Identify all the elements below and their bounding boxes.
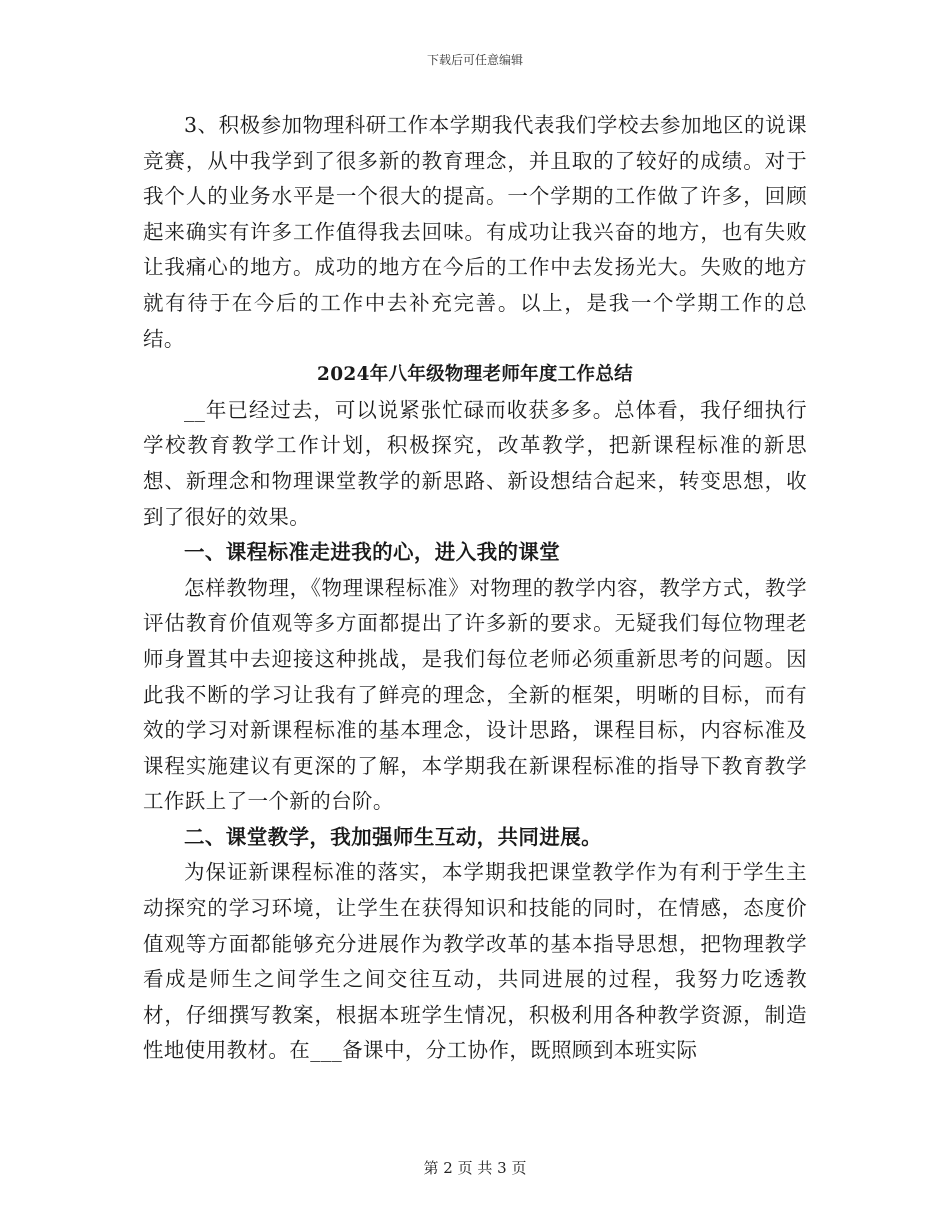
- section-heading-classroom: 二、课堂教学，我加强师生互动，共同进展。: [184, 824, 602, 849]
- paragraph-research-work: 3、积极参加物理科研工作本学期我代表我们学校去参加地区的说课竞赛，从中我学到了很多新的教育理念，并且取的了较好的成绩。对于我个人的业务水平是一个很大的提高。一个学期的工作做了许多，回顾起来确实有许多工作值得我去回味。有成功让我兴奋的地方，也有失败让我痛心的地方。成功的地方在今后的工作中去发扬光大。失败的地方就有待于在今后的工作中去补充完善。以上，是我一个学期工作的总结。: [143, 113, 807, 351]
- paragraph-classroom: 为保证新课程标准的落实，本学期我把课堂教学作为有利于学生主动探究的学习环境，让学生在获得知识和技能的同时，在情感，态度价值观等方面都能够充分进展作为教学改革的基本指导思想，把物理教学看成是师生之间学生之间交往互动，共同进展的过程，我努力吃透教材，仔细撰写教案，根据本班学生情况，积极利用各种教学资源，制造性地使用教材。在___备课中，分工协作，既照顾到本班实际: [143, 860, 807, 1063]
- document-title: 2024年八年级物理老师年度工作总结: [317, 364, 633, 386]
- page-number-footer: 第 2 页 共 3 页: [423, 1159, 527, 1177]
- page-header: 下载后可任意编辑: [426, 53, 523, 67]
- paragraph-curriculum: 怎样教物理，《物理课程标准》对物理的教学内容，教学方式，教学评估教育价值观等多方面都提出了许多新的要求。无疑我们每位物理老师身置其中去迎接这种挑战，是我们每位老师必须重新思考的问题。因此我不断的学习让我有了鲜亮的理念，全新的框架，明晰的目标，而有效的学习对新课程标准的基本理念，设计思路，课程目标，内容标准及课程实施建议有更深的了解，本学期我在新课程标准的指导下教育教学工作跃上了一个新的台阶。: [143, 575, 807, 814]
- document-body: [143, 108, 807, 1069]
- section-heading-curriculum: 一、课程标准走进我的心，进入我的课堂: [184, 540, 561, 565]
- paragraph-intro: __年已经过去，可以说紧张忙碌而收获多多。总体看，我仔细执行学校教育教学工作计划，积极探究，改革教学，把新课程标准的新思想、新理念和物理课堂教学的新思路、新设想结合起来，转变思想，收到了很好的效果。: [143, 397, 807, 529]
